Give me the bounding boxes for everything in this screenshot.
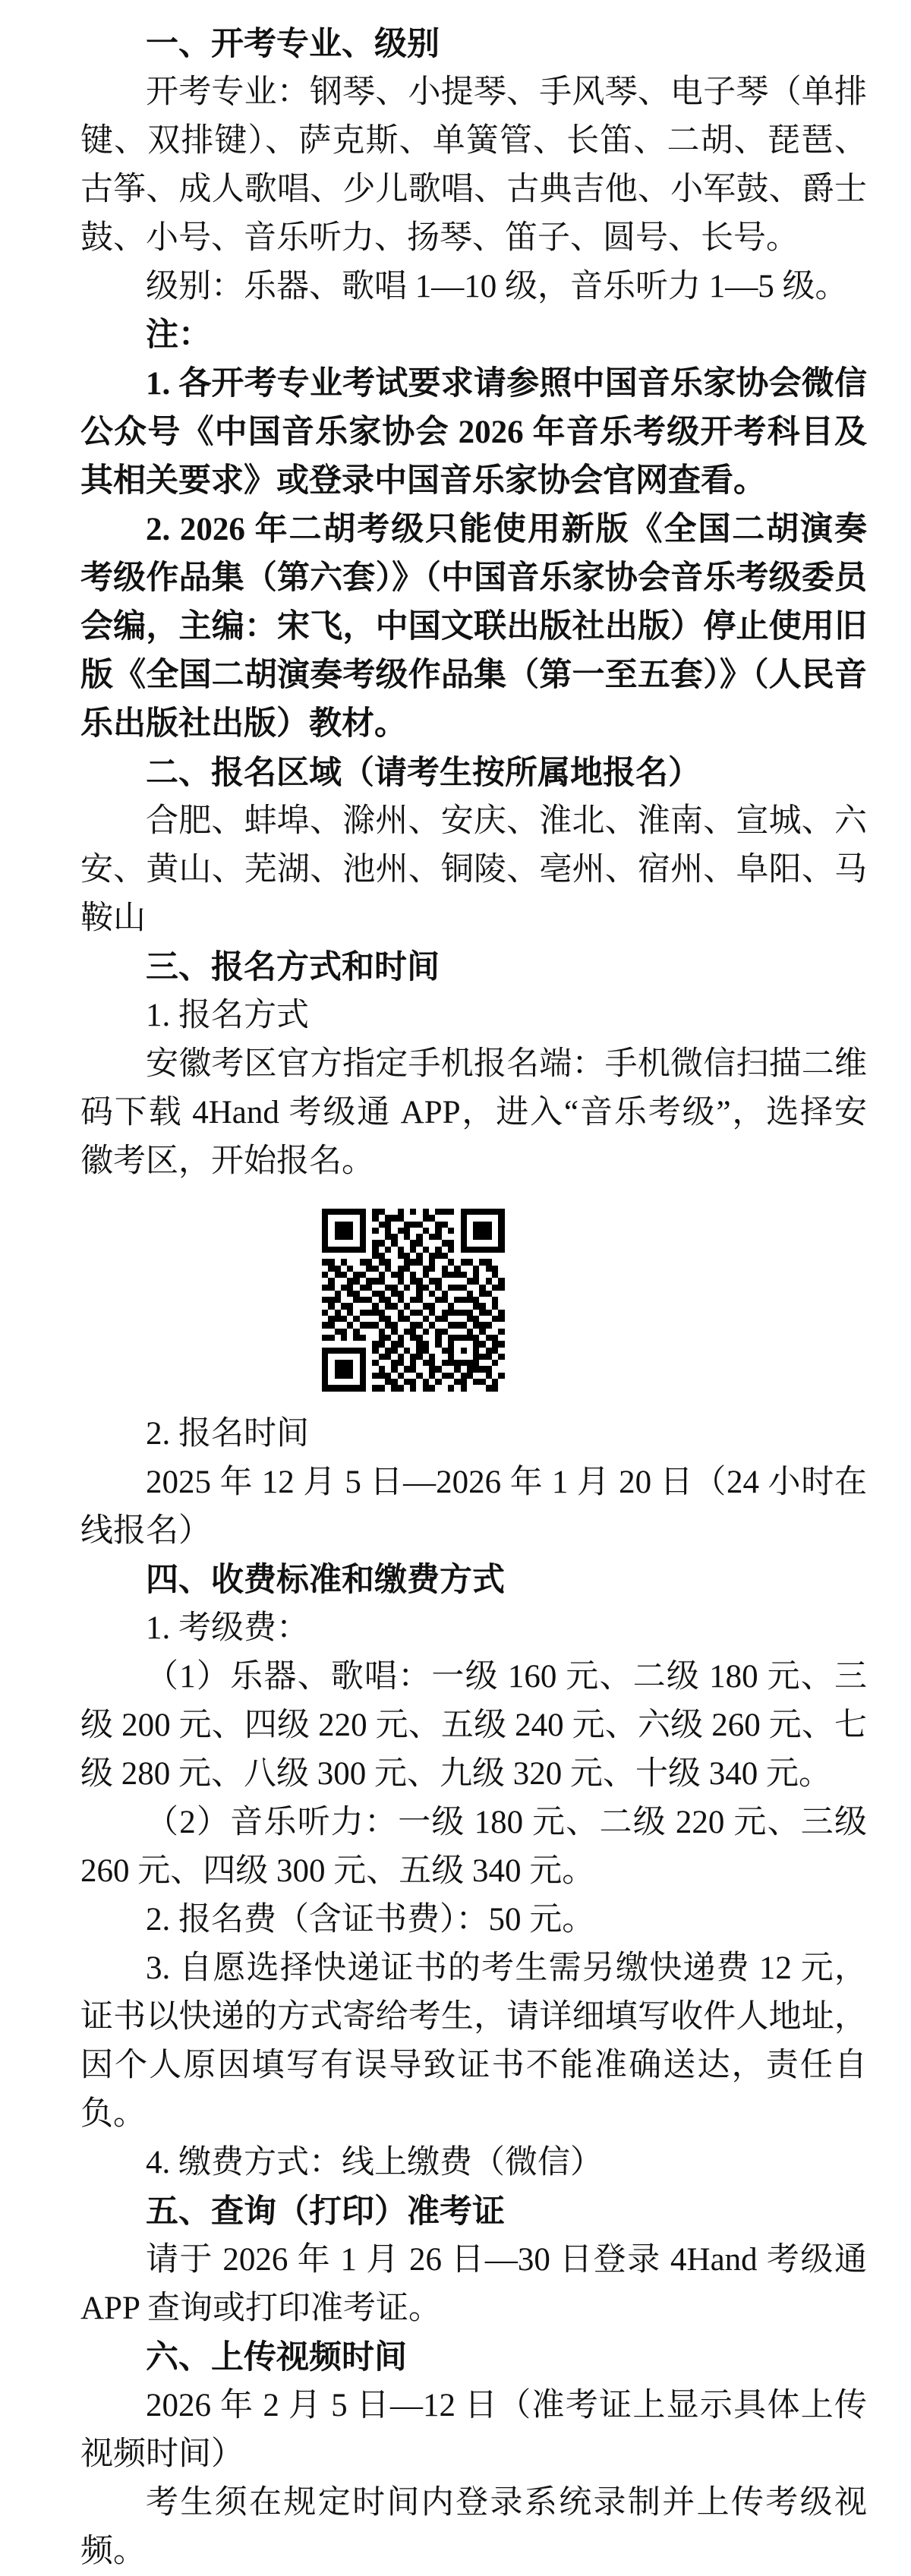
para-exam-subjects: 开考专业：钢琴、小提琴、手风琴、电子琴（单排键、双排键）、萨克斯、单簧管、长笛、二胡、琵琶、古筝、成人歌唱、少儿歌唱、古典吉他、小军鼓、爵士鼓、小号、音乐听力、扬琴、笛子、圆号、长号。 bbox=[80, 74, 867, 256]
para-video-upload-time-detail: 2026 年 2 月 5 日—12 日（准考证上显示具体上传视频时间） bbox=[80, 2387, 867, 2472]
para-region-cities: 合肥、蚌埠、滁州、安庆、淮北、淮南、宣城、六安、黄山、芜湖、池州、铜陵、亳州、宿州、阜阳、马鞍山 bbox=[80, 803, 867, 936]
para-admission-ticket-detail: 请于 2026 年 1 月 26 日—30 日登录 4Hand 考级通 APP 查询或打印准考证。 bbox=[80, 2241, 867, 2326]
qr-row bbox=[322, 1228, 505, 1234]
qr-row bbox=[322, 1360, 505, 1366]
para-instrument-vocal-fees: （1）乐器、歌唱：一级 160 元、二级 180 元、三级 200 元、四级 220 元、五级 240 元、六级 260 元、七级 280 元、八级 300 元、九级 320 元、十级 340 元。 bbox=[80, 1658, 867, 1792]
para-registration-time-label: 2. 报名时间 bbox=[146, 1415, 309, 1452]
para-registration-method-detail: 安徽考区官方指定手机报名端：手机微信扫描二维码下载 4Hand 考级通 APP，进入“音乐考级”，选择安徽考区，开始报名。 bbox=[80, 1046, 867, 1179]
para-note-1: 1. 各开考专业考试要求请参照中国音乐家协会微信公众号《中国音乐家协会 2026 年音乐考级开考科目及其相关要求》或登录中国音乐家协会官网查看。 bbox=[80, 366, 867, 499]
qr-row bbox=[322, 1234, 505, 1240]
heading-fees-payment: 四、收费标准和缴费方式 bbox=[146, 1561, 505, 1598]
qr-row bbox=[322, 1259, 505, 1265]
qr-row bbox=[322, 1222, 505, 1228]
qr-row bbox=[322, 1335, 505, 1341]
qr-row bbox=[322, 1366, 505, 1372]
qr-row bbox=[322, 1209, 505, 1215]
qr-row bbox=[322, 1215, 505, 1221]
registration-qr-code bbox=[322, 1209, 505, 1392]
qr-row bbox=[322, 1278, 505, 1284]
heading-registration-method-time: 三、报名方式和时间 bbox=[146, 949, 440, 985]
para-exam-levels: 级别：乐器、歌唱 1—10 级，音乐听力 1—5 级。 bbox=[146, 269, 848, 304]
para-registration-fee: 2. 报名费（含证书费）：50 元。 bbox=[146, 1901, 595, 1938]
para-courier-fee: 3. 自愿选择快递证书的考生需另缴快递费 12 元，证书以快递的方式寄给考生，请详细填写收件人地址，因个人原因填写有误导致证书不能准确送达，责任自负。 bbox=[80, 1950, 867, 2132]
qr-row bbox=[322, 1322, 505, 1328]
qr-row bbox=[322, 1253, 505, 1259]
para-note-title: 注： bbox=[146, 317, 211, 353]
qr-row bbox=[322, 1341, 505, 1347]
qr-row bbox=[322, 1316, 505, 1322]
heading-registration-region: 二、报名区域（请考生按所属地报名） bbox=[146, 755, 701, 791]
qr-row bbox=[322, 1247, 505, 1253]
qr-row bbox=[322, 1310, 505, 1316]
qr-row bbox=[322, 1240, 505, 1246]
para-note-2: 2. 2026 年二胡考级只能使用新版《全国二胡演奏考级作品集（第六套）》（中国音乐家协会音乐考级委员会编，主编：宋飞，中国文联出版社出版）停止使用旧版《全国二胡演奏考级作品集（第一至五套）》（人民音乐出版社出版）教材。 bbox=[80, 512, 867, 742]
qr-row bbox=[322, 1303, 505, 1309]
para-payment-method: 4. 缴费方式：线上缴费（微信） bbox=[146, 2144, 603, 2180]
qr-row bbox=[322, 1373, 505, 1379]
qr-row bbox=[322, 1297, 505, 1303]
qr-row bbox=[322, 1266, 505, 1272]
qr-row bbox=[322, 1354, 505, 1360]
para-exam-fee-label: 1. 考级费： bbox=[146, 1610, 309, 1646]
qr-row bbox=[322, 1379, 505, 1385]
qr-row bbox=[322, 1285, 505, 1291]
para-registration-method-label: 1. 报名方式 bbox=[146, 998, 309, 1033]
para-video-upload-requirement: 考生须在规定时间内登录系统录制并上传考级视频。 bbox=[80, 2484, 867, 2569]
para-listening-fees: （2）音乐听力：一级 180 元、二级 220 元、三级 260 元、四级 300 元、五级 340 元。 bbox=[80, 1804, 867, 1889]
heading-video-upload-time: 六、上传视频时间 bbox=[146, 2338, 407, 2376]
qr-row bbox=[322, 1385, 505, 1391]
heading-admission-ticket: 五、查询（打印）准考证 bbox=[146, 2193, 505, 2230]
heading-exam-subjects-levels: 一、开考专业、级别 bbox=[146, 26, 440, 62]
qr-row bbox=[322, 1272, 505, 1278]
qr-row bbox=[322, 1291, 505, 1297]
qr-row bbox=[322, 1348, 505, 1354]
qr-row bbox=[322, 1329, 505, 1335]
para-registration-time-detail: 2025 年 12 月 5 日—2026 年 1 月 20 日（24 小时在线报名） bbox=[80, 1464, 867, 1549]
